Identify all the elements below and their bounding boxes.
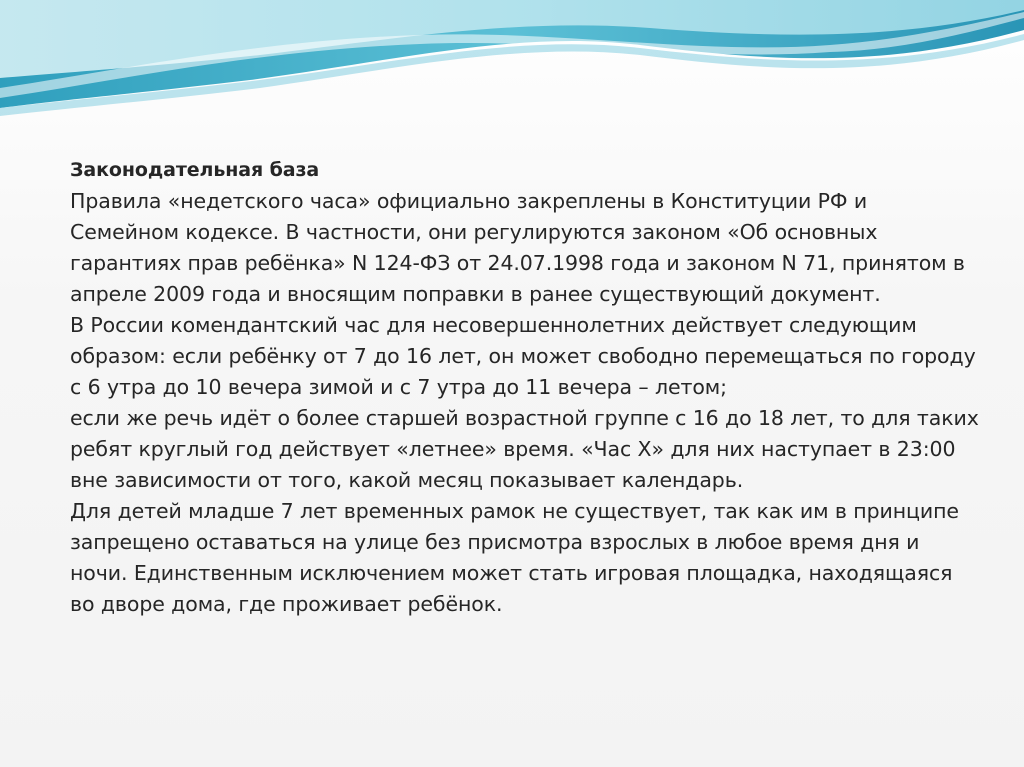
paragraph-under-7: Для детей младше 7 лет временных рамок не существует, так как им в принципе запрещено оставаться на улице без присмотра взрослых в любое время дня и ночи. Единственным исключением может стать игровая площадка, находящаяся во дворе дома, где проживает ребёнок. xyxy=(70,499,959,616)
slide-content xyxy=(70,155,980,620)
paragraph-curfew-7-16: В России комендантский час для несовершеннолетних действует следующим образом: если ребёнку от 7 до 16 лет, он может свободно перемещаться по городу с 6 утра до 10 вечера зимой и с 7 утра до 11 вечера – летом; xyxy=(70,313,976,399)
wave-header-decoration xyxy=(0,0,1024,130)
slide-title: Законодательная база xyxy=(70,159,320,181)
paragraph-curfew-16-18: если же речь идёт о более старшей возрастной группе с 16 до 18 лет, то для таких ребят круглый год действует «летнее» время. «Час Х» для них наступает в 23:00 вне зависимости от того, какой месяц показывает календарь. xyxy=(70,406,979,492)
paragraph-legal-basis: Правила «недетского часа» официально закреплены в Конституции РФ и Семейном кодексе. В частности, они регулируются законом «Об основных гарантиях прав ребёнка» N 124-ФЗ от 24.07.1998 года и законом N 71, принятом в апреле 2009 года и вносящим поправки в ранее существующий документ. xyxy=(70,189,965,306)
